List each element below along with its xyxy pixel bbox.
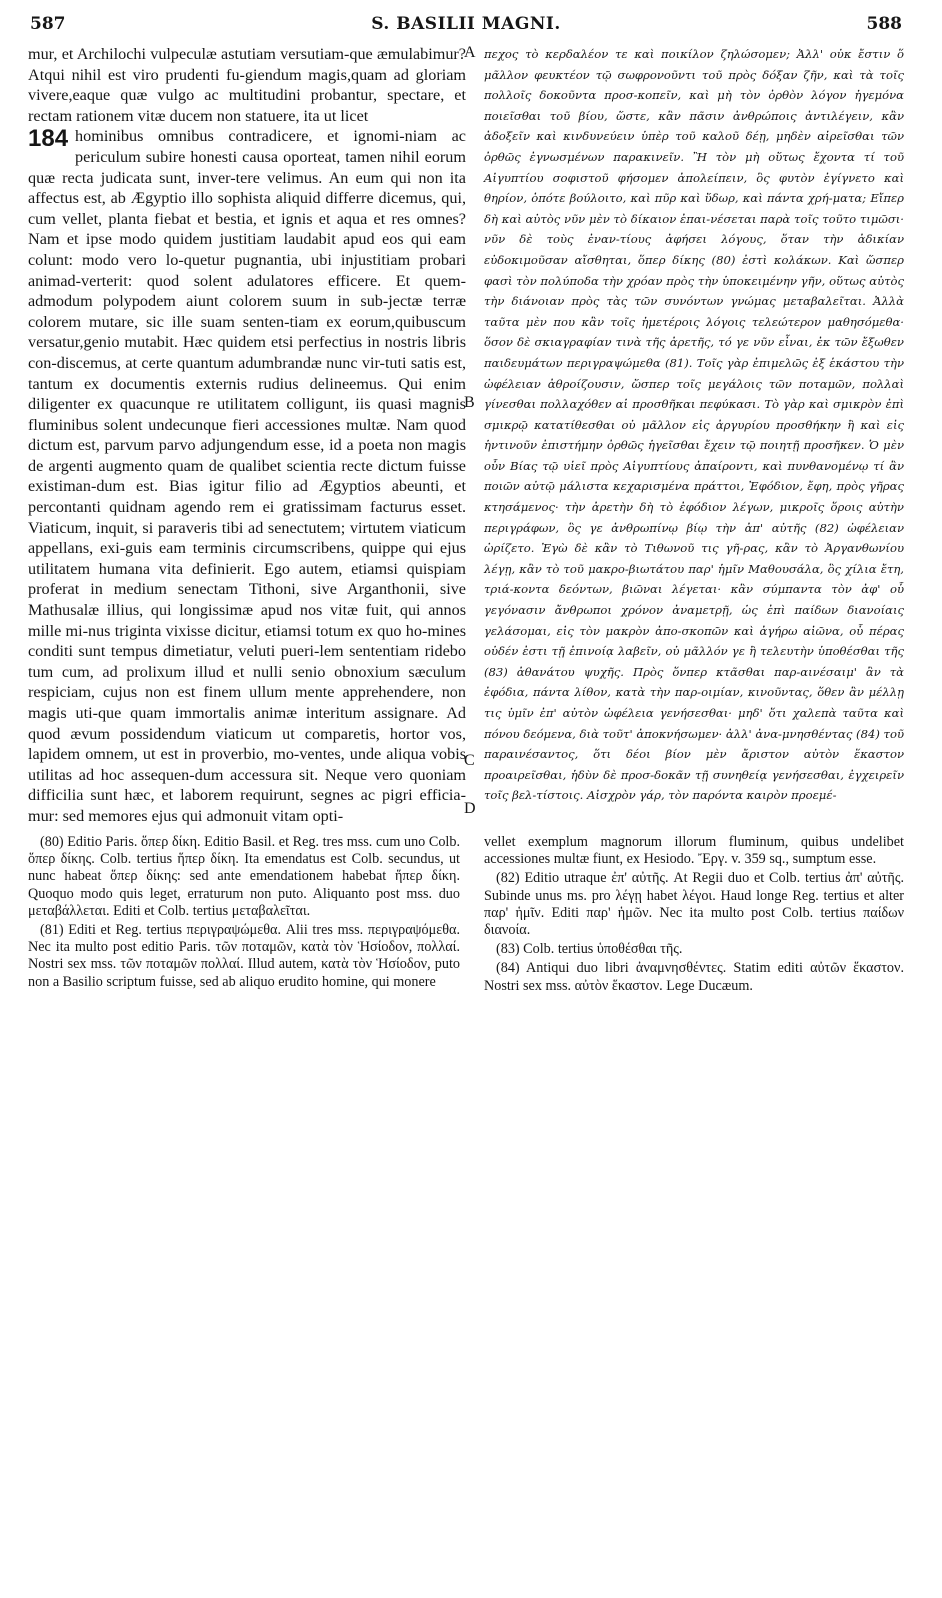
section-markers	[464, 44, 482, 824]
footnote-81-continuation: vellet exemplum magnorum illorum fluminum, quibus undelibet accessiones multæ fiunt, ex Hesiodo. Ἔργ. v. 359 sq., sumptum esse.	[484, 834, 904, 868]
footnote-81: (81) Editi et Reg. tertius περιγραψώμεθα. Alii tres mss. περιγραψόμεθα. Nec ita multo post editio Paris. τῶν ποταμῶν, κατὰ τὸν Ἡσίοδον, πολλαί. Nostri sex mss. τῶν ποταμῶν πολλαί. Illud autem, κατὰ τὸν Ἡσίοδον, puto non a Basilio scriptum fuisse, sed ab aliquo erudito homine, qui monere	[28, 922, 460, 990]
footnote-84: (84) Antiqui duo libri ἀναμνησθέντες. Statim editi αὐτῶν ἕκαστον. Nostri sex mss. αὐτὸν ἕκαστον. Lege Ducæum.	[484, 960, 904, 994]
footnote-80: (80) Editio Paris. ὅπερ δίκη. Editio Basil. et Reg. tres mss. cum uno Colb. ὅπερ δίκης. Colb. tertius ἥπερ δίκη. Ita emendatus est Colb. secundus, ut nunc habeat ὅπερ δίκης: sed ante emendationem habebat ἥπερ δίκη. Quoquo modo quis leget, erraturum non puto. Aliquanto post mss. duo μεταβάλλεται. Editi et Colb. tertius μεταβαλεῖται.	[28, 834, 460, 919]
footnotes-right	[484, 834, 904, 997]
latin-text-block	[28, 126, 466, 826]
marker-c: C	[464, 752, 475, 769]
footnotes-left	[28, 834, 460, 993]
column-number: 184	[28, 125, 69, 153]
latin-column	[28, 44, 466, 825]
marker-a: A	[464, 44, 476, 61]
footnote-83: (83) Colb. tertius ὑποθέσθαι τῆς.	[496, 941, 683, 958]
page-number-left: 587	[30, 14, 66, 34]
marker-b: B	[464, 394, 475, 411]
footnote-82: (82) Editio utraque ἐπ' αὐτῆς. At Regii duo et Colb. tertius ἀπ' αὐτῆς. Subinde unus ms. pro λέγῃ habet λέγοι. Haud longe Reg. tertius et alter παρ' ἡμῖν. Editi παρ' ἡμῶν. Nec ita multo post Colb. tertius παίδων διανοία.	[484, 870, 904, 939]
running-title: S. BASILII MAGNI.	[371, 14, 561, 34]
marker-d: D	[464, 800, 476, 817]
greek-text: πεχος τὸ κερδαλέον τε καὶ ποικίλον ζηλώσομεν; Ἀλλ' οὐκ ἔστιν ὅ μᾶλλον φευκτέον τῷ σωφρονοῦντι τοῦ πρὸς δόξαν ζῆν, καὶ τὰ τοῖς πολλοῖς δοκοῦντα προσ-κοπεῖν, καὶ μὴ τὸν ὀρθὸν λόγον ἡγεμόνα ποιεῖσθαι τοῦ βίου, ὥστε, κἂν πᾶσιν ἀνθρώποις ἀντιλέγειν, κἂν ἀδοξεῖν καὶ κινδυνεύειν ὑπὲρ τοῦ καλοῦ δέῃ, μηδὲν αἱρεῖσθαι τῶν ὀρθῶς ἐγνωσμένων παρακινεῖν. Ἢ τὸν μὴ οὕτως ἔχοντα τί τοῦ Αἰγυπτίου σοφιστοῦ φήσομεν ἀπολείπειν, ὃς φυτὸν ἐγίγνετο καὶ θηρίον, ὁπότε βούλοιτο, καὶ πῦρ καὶ ὕδωρ, καὶ πάντα χρή-ματα; Εἴπερ δὴ καὶ αὐτὸς νῦν μὲν τὸ δίκαιον ἐπαι-νέσεται παρὰ τοῖς τοῦτο τιμῶσι· νῦν δὲ τοὺς ἐναν-τίους ἀφήσει λόγους, ὅταν τὴν ἀδικίαν εὐδοκιμοῦσαν αἴσθηται, ὅπερ δίκης (80) ἐστὶ κολάκων. Καὶ ὥσπερ φασὶ τὸν πολύποδα τὴν χρόαν πρὸς τὴν ὑποκειμένην γῆν, οὕτως αὐτὸς τὴν διάνοιαν πρὸς τὰς τῶν συνόντων γνώμας μεταβαλεῖται. Ἀλλὰ ταῦτα μὲν που κἂν τοῖς ἡμετέροις λόγοις τελεώτερον μαθησόμεθα· ὅσον δὲ σκιαγραφίαν τινὰ τῆς ἀρετῆς, τό γε νῦν εἶναι, ἐκ τῶν ἔξωθεν παιδευμάτων περιγραψώμεθα (81). Τοῖς γὰρ ἐπιμελῶς ἐξ ἑκάστου τὴν ὠφέλειαν ἀθροίζουσιν, ὥσπερ τοῖς μεγάλοις τῶν ποταμῶν, πολλαὶ γίνεσθαι πολλαχόθεν αἱ προσθῆκαι πεφύκασι. Τὸ γὰρ καὶ σμικρὸν ἐπὶ σμικρῷ κατατίθεσθαι οὐ μᾶλλον εἰς ἀργυρίου προσθήκην ἢ καὶ εἰς ἡντινοῦν ἐπιστήμην ὀρθῶς ἡγεῖσθαι ἔχειν τῷ ποιητῇ προσῆκεν. Ὁ μὲν οὖν Βίας τῷ υἱεῖ πρὸς Αἰγυπτίους ἀπαίροντι, καὶ πυνθανομένῳ τί ἂν ποιῶν αὐτῷ μάλιστα κεχαρισμένα πράττοι, Ἐφόδιον, ἔφη, πρὸς γῆρας κτησάμενος· τὴν ἀρετὴν δὴ τὸ ἐφόδιον λέγων, μικροῖς ὅροις αὐτὴν περιγράφων, ὃς γε ἀνθρωπίνῳ βίῳ τὴν ἀπ' αὐτῆς (82) ὠφέλειαν ὡρίζετο. Ἐγὼ δὲ κἂν τὸ Τιθωνοῦ τις γῆ-ρας, κἂν τὸ Ἀργανθωνίου λέγῃ, κἂν τὸ τοῦ μακρο-βιωτάτου παρ' ἡμῖν Μαθουσάλα, ὃς χίλια ἔτη, τριά-κοντα δεόντων, βιῶναι λέγεται· κἂν σύμπαντα τὸν ἀφ' οὗ γεγόνασιν ἄνθρωποι χρόνον ἀναμετρῇ, ὡς ἐπὶ παίδων διανοίαις γελάσομαι, εἰς τὸν μακρὸν ἀπο-σκοπῶν καὶ ἀγήρω αἰῶνα, οὗ πέρας οὐδέν ἐστι τῇ ἐπινοίᾳ λαβεῖν, οὐ μᾶλλόν γε ἢ τελευτὴν ὑποθέσθαι τῆς (83) ἀθανάτου ψυχῆς. Πρὸς ὅνπερ κτᾶσθαι παρ-αινέσαιμ' ἂν τὰ ἐφόδια, πάντα λίθον, κατὰ τὴν παρ-οιμίαν, κινοῦντας, ὅθεν ἂν μέλλῃ τις ὑμῖν ἐπ' αὐτὸν ὠφέλεια γενήσεσθαι· μηδ' ὅτι χαλεπὰ ταῦτα καὶ πόνου δεόμενα, διὰ τοῦτ' ἀποκνήσωμεν· ἀλλ' ἀνα-μνησθέντας (84) τοῦ παραινέσαντος, ὅτι δέοι βίον μὲν ἄριστον αὐτὸν ἕκαστον προαιρεῖσθαι, ἡδὺν δὲ προσ-δοκᾶν τῇ συνηθείᾳ γενήσεσθαι, ἐγχειρεῖν τοῖς βελ-τίστοις. Αἰσχρὸν γάρ, τὸν παρόντα καιρὸν προεμέ-	[484, 47, 904, 803]
greek-column	[484, 44, 904, 804]
page-number-right: 588	[866, 14, 902, 34]
latin-text-part2: hominibus omnibus contradicere, et ignomi-niam ac periculum subire honesti causa oporteat, tamen nihil eorum quæ recta judicata sunt, inver-tere velimus. An eum qui non ita affectus est, ab Ægyptio illo sophista aliquid differre dicemus, qui, cum vellet, planta fiebat et bestia, et ignis et aqua et res omnes? Nam et ipse modo quidem justitiam laudabit apud eos qui eam colunt: modo vero lo-quetur pugnantia, ubi injustitiam probari animad-verterit: quod solent adulatores efficere. Et quem-admodum polypodem aiunt colorem suum in sub-jectæ terræ colorem mutare, sic ille suam senten-tiam ex eorum,quibuscum versatur,genio mutabit. Hæc quidem etsi perfectius in nostris libris con-discemus, at certe quantum adumbrandæ nunc vir-tuti satis est, tantum ex documentis externis rudius delineemus. Qui enim diligenter ex quacunque re utilitatem colligunt, iis quasi magnis fluminibus solent undecunque fieri accessiones multæ. Nam quod dictum est, parvum parvo adjungendum esse, id a poeta non magis de argenti augmento quam de qualibet scientia recte dictum fuisse existiman-dum est. Bias igitur filio ad Ægyptios abeunti, et percontanti quidnam agendo rem ei gratissimam facturus esset. Viaticum, inquit, si paraveris tibi ad senectutem; virtutem viaticum appellans, exi-guis eam terminis circumscribens, quippe qui ejus utilitatem humana vita definierit. Ego autem, etiamsi quispiam proferat in medium senectam Tithoni, sive Arganthonii, sive Mathusalæ illius, qui longissimæ apud nos vitæ fuit, qui annos mille mi-nus triginta vixisse dicitur, etiamsi totum ex quo ho-mines conditi sunt tempus dimetiatur, veluti pueri-lem sententiam ridebo tum cum, ad prolixum illud et nulli senio obnoxium sæculum respiciam, cujus non est finem ullum mente apprehendere, non magis uti-que quam immortalis animæ interitum assignare. Ad quod ævum possidendum viaticum ut comparetis, hortor vos, lapidem omnem, ut est in proverbio, mo-ventes, unde aliqua vobis utilitas ad hoc assequen-dum accessura sit. Neque vero quoniam difficilia sunt hæc, et laborem requirunt, segnes ac pigri efficia-mur: sed memores ejus qui admonuit vitam opti-	[28, 127, 466, 825]
page-header	[30, 14, 902, 38]
latin-text-part1: mur, et Archilochi vulpeculæ astutiam versutiam-que æmulabimur? Atqui nihil est viro prudenti fu-giendum magis,quam ad gloriam vivere,eaque quæ vulgo ac multitudini probantur, spectare, et rectam rationem vitæ ducem non statuere, ita ut licet	[28, 45, 466, 125]
